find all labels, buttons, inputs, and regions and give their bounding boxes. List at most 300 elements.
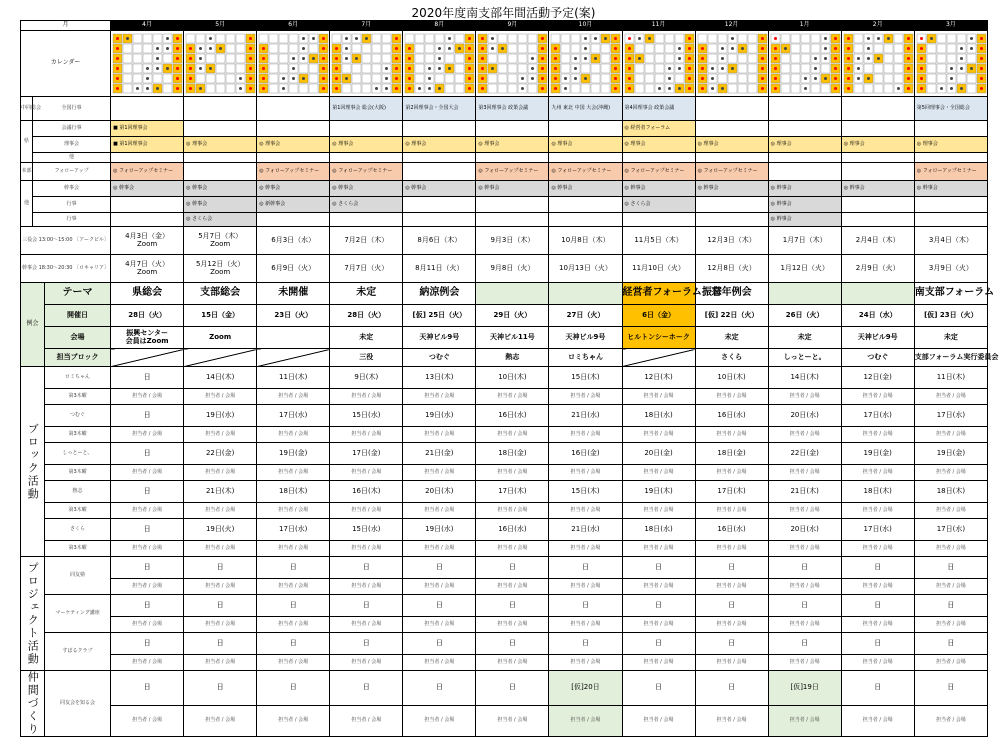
national-event: 第1回理事会 総会(大阪)	[330, 97, 403, 121]
calendar-day	[269, 74, 278, 83]
block-date: 16日(水)	[476, 519, 549, 541]
project-placeholder: 担当者 / 会場	[111, 617, 184, 633]
calendar-mark	[701, 47, 704, 50]
calendar-mark	[920, 47, 923, 50]
block-date: 21日(金)	[403, 443, 476, 465]
calendar-mark	[877, 57, 880, 60]
block-placeholder: 担当者 / 会場	[403, 541, 476, 557]
project-date: 日	[111, 633, 184, 655]
calendar-day	[362, 44, 371, 53]
calendar-mark	[262, 67, 265, 70]
calendar-mark	[980, 67, 983, 70]
block-placeholder: 担当者 / 会場	[841, 465, 914, 481]
calendar-day	[655, 74, 664, 83]
calendar-mark	[176, 47, 179, 50]
block-placeholder: 担当者 / 会場	[476, 389, 549, 405]
followup-event	[184, 163, 257, 181]
calendar-mark	[541, 57, 544, 60]
block-date: 17日(木)	[476, 481, 549, 503]
calendar-day	[352, 64, 361, 73]
calendar-mark	[531, 77, 534, 80]
calendar-mark	[867, 77, 870, 80]
calendar-day	[352, 44, 361, 53]
month-header: 8月	[403, 21, 476, 31]
block-placeholder: 担当者 / 会場	[695, 503, 768, 519]
calendar-mark	[814, 67, 817, 70]
calendar-day	[123, 54, 132, 63]
section-label: 幹事会	[33, 181, 111, 197]
block-placeholder: 担当者 / 会場	[768, 389, 841, 405]
block-date: 17日(木)	[695, 481, 768, 503]
calendar-day	[781, 54, 790, 63]
calendar-mark	[249, 47, 252, 50]
gyoji-event: ◎ さくら会	[330, 197, 403, 213]
calendar-mark	[481, 47, 484, 50]
kanji-event: ◎ 幹事会	[695, 181, 768, 197]
calendar-day	[309, 84, 318, 93]
sankai-date: 4月3日（金） Zoom	[111, 227, 184, 255]
calendar-mark	[335, 77, 338, 80]
block-name: さくら	[45, 519, 111, 541]
block-date: 19日(水)	[184, 405, 257, 427]
block-placeholder: 担当者 / 会場	[914, 503, 987, 519]
gyoji-event	[257, 213, 330, 227]
board-event: ◎ 理事会	[330, 137, 403, 153]
reikai-block	[257, 349, 330, 367]
calendar-mark	[701, 67, 704, 70]
calendar-grid	[257, 32, 330, 96]
calendar-day	[415, 34, 424, 43]
block-name: しっとーと。	[45, 443, 111, 465]
calendar-grid	[111, 32, 184, 96]
calendar-mark	[322, 87, 325, 90]
calendar-mark	[438, 87, 441, 90]
calendar-mark	[189, 67, 192, 70]
calendar-mark	[628, 67, 631, 70]
calendar-grid	[769, 32, 842, 96]
nakama-placeholder: 担当者 / 会場	[257, 705, 330, 736]
gyoji-event	[695, 213, 768, 227]
calendar-day	[655, 34, 664, 43]
reikai-venue: 天神ビル9号	[403, 327, 476, 349]
nakama-date: [仮]19日	[768, 671, 841, 706]
calendar-mark	[481, 37, 484, 40]
reikai-date: 29日（火）	[476, 305, 549, 327]
calendar-mark	[774, 47, 777, 50]
calendar-day	[415, 74, 424, 83]
project-placeholder: 担当者 / 会場	[403, 617, 476, 633]
block-date: 21日(水)	[549, 405, 622, 427]
calendar-mark	[335, 47, 338, 50]
block-sub: 第3木曜	[45, 503, 111, 519]
national-event	[768, 97, 841, 121]
calendar-day	[269, 54, 278, 63]
calendar-day	[791, 54, 800, 63]
board-event: ◎ 理事会	[257, 137, 330, 153]
calendar-day	[508, 44, 517, 53]
calendar-day	[927, 44, 936, 53]
calendar-mark	[774, 67, 777, 70]
reikai-theme	[549, 283, 622, 305]
nakama-placeholder: 担当者 / 会場	[768, 705, 841, 736]
calendar-mark	[721, 57, 724, 60]
sankai-date: 8月6日（木）	[403, 227, 476, 255]
nakama-placeholder: 担当者 / 会場	[695, 705, 768, 736]
nakama-name: 同友会を知る会	[45, 671, 111, 737]
block-placeholder: 担当者 / 会場	[841, 503, 914, 519]
kanji-event: ◎ 幹事会	[184, 181, 257, 197]
nakama-date: 日	[403, 671, 476, 706]
calendar-day	[571, 34, 580, 43]
project-placeholder: 担当者 / 会場	[695, 617, 768, 633]
calendar-day	[601, 84, 610, 93]
block-date: 18日(水)	[622, 519, 695, 541]
calendar-day	[508, 34, 517, 43]
calendar-mark	[628, 57, 631, 60]
calendar-mark	[834, 47, 837, 50]
block-date: 15日(木)	[549, 481, 622, 503]
block-placeholder: 担当者 / 会場	[841, 427, 914, 443]
calendar-day	[738, 54, 747, 63]
reikai-theme: 納涼例会	[403, 283, 476, 305]
calendar-day	[289, 44, 298, 53]
month-header: 4月	[111, 21, 184, 31]
board-event: ◎ 理事会	[549, 137, 622, 153]
calendar-day	[884, 44, 893, 53]
calendar-day	[415, 64, 424, 73]
project-placeholder: 担当者 / 会場	[768, 655, 841, 671]
calendar-day	[133, 54, 142, 63]
block-date: 日	[111, 519, 184, 541]
calendar-label: カレンダー	[21, 31, 111, 97]
block-date: 18日(木)	[914, 481, 987, 503]
project-placeholder: 担当者 / 会場	[841, 579, 914, 595]
national-event	[184, 97, 257, 121]
block-sub: 第3木曜	[45, 389, 111, 405]
board-event: ■ 第1回理事会	[111, 137, 184, 153]
calendar-mark	[834, 67, 837, 70]
calendar-mark	[262, 57, 265, 60]
block-placeholder: 担当者 / 会場	[695, 541, 768, 557]
project-placeholder: 担当者 / 会場	[184, 579, 257, 595]
gyoji-event	[841, 197, 914, 213]
followup-event: ◎ フォローアップセミナー	[330, 163, 403, 181]
calendar-mark	[678, 67, 681, 70]
calendar-day	[309, 44, 318, 53]
calendar-mark	[721, 87, 724, 90]
calendar-day	[675, 34, 684, 43]
calendar-day	[591, 74, 600, 83]
kanjikai-date: 7月7日（火）	[330, 255, 403, 283]
calendar-day	[528, 84, 537, 93]
calendar-mark	[960, 47, 963, 50]
calendar-day	[518, 44, 527, 53]
calendar-mark	[209, 67, 212, 70]
project-date: 日	[622, 557, 695, 579]
gyoji-event	[476, 197, 549, 213]
project-date: 日	[549, 633, 622, 655]
calendar-mark	[249, 37, 252, 40]
calendar-mark	[658, 87, 661, 90]
calendar-mark	[584, 57, 587, 60]
calendar-mark	[980, 77, 983, 80]
reikai-date: 27日（火）	[549, 305, 622, 327]
calendar-day	[937, 34, 946, 43]
calendar-day	[561, 34, 570, 43]
calendar-mark	[950, 67, 953, 70]
reikai-theme	[768, 283, 841, 305]
project-date: 日	[841, 633, 914, 655]
block-placeholder: 担当者 / 会場	[622, 389, 695, 405]
board-event: ◎ 理事会	[841, 137, 914, 153]
other-event	[257, 153, 330, 163]
block-placeholder: 担当者 / 会場	[622, 541, 695, 557]
block-date: 21日(木)	[184, 481, 257, 503]
block-date: 17日(水)	[257, 405, 330, 427]
kanjikai-date: 10月13日（火）	[549, 255, 622, 283]
block-date: 11日(木)	[914, 367, 987, 389]
kanji-event: ◎ 幹事会	[330, 181, 403, 197]
calendar-grid	[915, 32, 988, 96]
calendar-day	[226, 74, 235, 83]
calendar-mark	[199, 87, 202, 90]
block-date: 21日(木)	[768, 481, 841, 503]
block-placeholder: 担当者 / 会場	[476, 427, 549, 443]
block-date: 21日(水)	[549, 519, 622, 541]
kanjikai-date: 11月10日（火）	[622, 255, 695, 283]
calendar-day	[957, 74, 966, 83]
project-date: 日	[330, 557, 403, 579]
reikai-venue: 未定	[330, 327, 403, 349]
block-date: 20日(水)	[768, 519, 841, 541]
calendar-day	[571, 44, 580, 53]
sankai-date: 3月4日（木）	[914, 227, 987, 255]
reikai-date: [仮] 23日（火）	[914, 305, 987, 327]
calendar-mark	[867, 57, 870, 60]
calendar-mark	[385, 77, 388, 80]
block-date: 17日(水)	[841, 519, 914, 541]
calendar-day	[601, 54, 610, 63]
block-date: 20日(水)	[768, 405, 841, 427]
calendar-mark	[847, 37, 850, 40]
calendar-day	[123, 74, 132, 83]
project-date: 日	[403, 557, 476, 579]
calendar-day	[811, 84, 820, 93]
calendar-day	[236, 44, 245, 53]
calendar-day	[748, 74, 757, 83]
project-placeholder: 担当者 / 会場	[403, 579, 476, 595]
project-date: 日	[257, 557, 330, 579]
nakama-date: 日	[330, 671, 403, 706]
block-placeholder: 担当者 / 会場	[184, 465, 257, 481]
block-placeholder: 担当者 / 会場	[330, 503, 403, 519]
reikai-block: さくら	[695, 349, 768, 367]
calendar-day	[488, 74, 497, 83]
project-date: 日	[184, 557, 257, 579]
reikai-theme: 未開催	[257, 283, 330, 305]
meeting-event	[841, 121, 914, 137]
calendar-day	[927, 64, 936, 73]
meeting-event	[695, 121, 768, 137]
calendar-day	[498, 34, 507, 43]
calendar-day	[894, 64, 903, 73]
national-event	[841, 97, 914, 121]
calendar-mark	[920, 67, 923, 70]
meeting-event	[403, 121, 476, 137]
block-placeholder: 担当者 / 会場	[695, 427, 768, 443]
block-date: 19日(水)	[403, 519, 476, 541]
calendar-day	[645, 54, 654, 63]
calendar-mark	[960, 87, 963, 90]
block-placeholder: 担当者 / 会場	[549, 503, 622, 519]
reikai-block: 三役	[330, 349, 403, 367]
block-placeholder: 担当者 / 会場	[914, 465, 987, 481]
calendar-mark	[302, 37, 305, 40]
calendar-day	[781, 74, 790, 83]
calendar-day	[591, 84, 600, 93]
block-placeholder: 担当者 / 会場	[914, 541, 987, 557]
calendar-day	[372, 44, 381, 53]
reikai-block	[111, 349, 184, 367]
calendar-mark	[980, 47, 983, 50]
followup-event: ◎ フォローアップセミナー	[549, 163, 622, 181]
calendar-day	[581, 64, 590, 73]
month-label: 月	[21, 21, 111, 31]
project-date: 日	[476, 557, 549, 579]
block-date: 12日(木)	[622, 367, 695, 389]
calendar-mark	[189, 87, 192, 90]
calendar-mark	[980, 87, 983, 90]
calendar-mark	[970, 47, 973, 50]
reikai-block: しっとーと。	[768, 349, 841, 367]
block-date: 16日(水)	[695, 519, 768, 541]
calendar-mark	[166, 37, 169, 40]
calendar-mark	[199, 57, 202, 60]
calendar-mark	[302, 57, 305, 60]
calendar-mark	[920, 57, 923, 60]
project-placeholder: 担当者 / 会場	[549, 579, 622, 595]
calendar-mark	[721, 47, 724, 50]
calendar-mark	[408, 67, 411, 70]
calendar-day	[163, 74, 172, 83]
project-placeholder: 担当者 / 会場	[841, 655, 914, 671]
meeting-event	[914, 121, 987, 137]
block-placeholder: 担当者 / 会場	[476, 503, 549, 519]
calendar-mark	[335, 57, 338, 60]
calendar-mark	[824, 47, 827, 50]
calendar-mark	[481, 67, 484, 70]
calendar-mark	[219, 47, 222, 50]
project-date: 日	[330, 633, 403, 655]
calendar-day	[937, 44, 946, 53]
calendar-day	[591, 64, 600, 73]
calendar-mark	[774, 57, 777, 60]
calendar-mark	[335, 67, 338, 70]
calendar-mark	[249, 67, 252, 70]
calendar-day	[635, 74, 644, 83]
calendar-mark	[146, 77, 149, 80]
calendar-day	[665, 54, 674, 63]
calendar-day	[811, 34, 820, 43]
gyoji-event	[403, 213, 476, 227]
calendar-mark	[395, 87, 398, 90]
block-date: 16日(水)	[476, 405, 549, 427]
calendar-mark	[322, 67, 325, 70]
sankai-label: 三役会 13:00～15:00 〔アークビル〕	[21, 227, 111, 255]
calendar-day	[645, 64, 654, 73]
project-placeholder: 担当者 / 会場	[476, 655, 549, 671]
calendar-day	[425, 34, 434, 43]
calendar-mark	[761, 67, 764, 70]
block-placeholder: 担当者 / 会場	[257, 541, 330, 557]
gyoji-event: ◎ 幹事会	[768, 197, 841, 213]
project-date: 日	[914, 633, 987, 655]
month-calendar	[695, 31, 768, 97]
block-placeholder: 担当者 / 会場	[257, 427, 330, 443]
calendar-day	[352, 74, 361, 83]
calendar-mark	[907, 37, 910, 40]
block-date: 20日(木)	[403, 481, 476, 503]
project-date: 日	[257, 633, 330, 655]
calendar-mark	[834, 87, 837, 90]
calendar-mark	[824, 37, 827, 40]
nakama-placeholder: 担当者 / 会場	[549, 705, 622, 736]
project-date: 日	[768, 633, 841, 655]
reikai-theme: 忘年例会	[695, 283, 768, 305]
nakama-placeholder: 担当者 / 会場	[622, 705, 695, 736]
block-date: 18日(水)	[622, 405, 695, 427]
calendar-mark	[501, 47, 504, 50]
block-name: つむぐ	[45, 405, 111, 427]
calendar-day	[601, 74, 610, 83]
calendar-mark	[418, 87, 421, 90]
project-placeholder: 担当者 / 会場	[549, 617, 622, 633]
calendar-day	[738, 34, 747, 43]
month-calendar	[768, 31, 841, 97]
reikai-theme: 南支部フォーラム	[914, 283, 987, 305]
calendar-mark	[920, 87, 923, 90]
kanji-event: ◎ 幹事会	[841, 181, 914, 197]
block-date: 12日(金)	[841, 367, 914, 389]
calendar-mark	[688, 87, 691, 90]
calendar-day	[748, 64, 757, 73]
block-date: 日	[111, 443, 184, 465]
calendar-day	[518, 34, 527, 43]
calendar-day	[665, 44, 674, 53]
calendar-day	[894, 44, 903, 53]
calendar-day	[801, 54, 810, 63]
calendar-day	[665, 34, 674, 43]
reikai-label: 例会	[21, 283, 45, 367]
nakama-date: 日	[914, 671, 987, 706]
calendar-mark	[804, 77, 807, 80]
calendar-day	[123, 44, 132, 53]
project-placeholder: 担当者 / 会場	[768, 617, 841, 633]
calendar-day	[372, 64, 381, 73]
calendar-mark	[282, 87, 285, 90]
project-placeholder: 担当者 / 会場	[330, 655, 403, 671]
reikai-theme: 県総会	[111, 283, 184, 305]
calendar-mark	[648, 37, 651, 40]
calendar-mark	[584, 37, 587, 40]
calendar-day	[143, 34, 152, 43]
calendar-mark	[375, 87, 378, 90]
project-date: 日	[914, 557, 987, 579]
project-name: すばるクラブ	[45, 633, 111, 671]
project-date: 日	[841, 595, 914, 617]
reikai-venue: Zoom	[184, 327, 257, 349]
calendar-day	[226, 64, 235, 73]
